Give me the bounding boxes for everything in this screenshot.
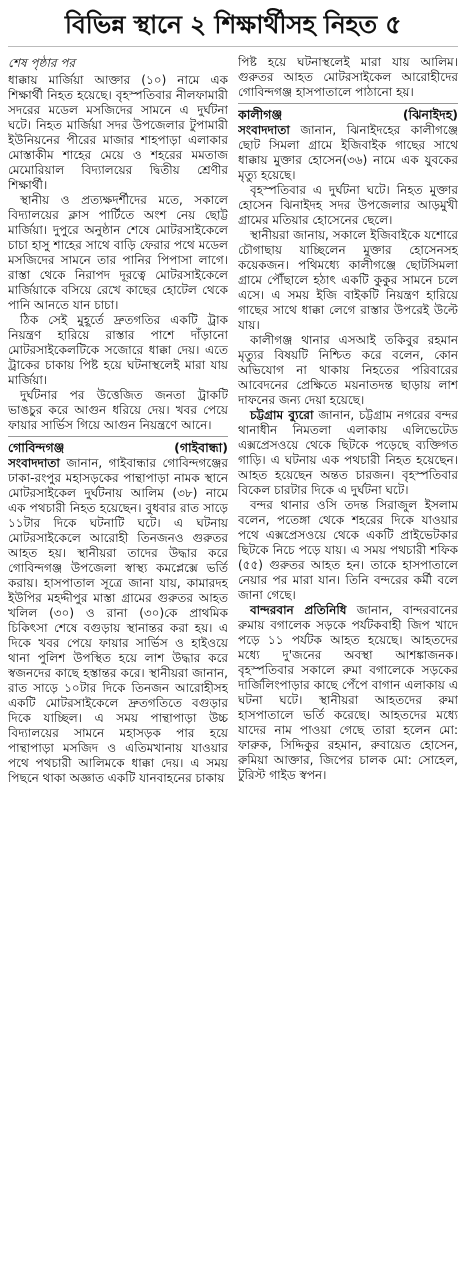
paragraph-text: জানান, চট্টগ্রাম নগরের বন্দর থানাধীন নিমতলা এলাকায় এলিভেটেড এক্সপ্রেসওয়ে থেকে ছিটকে পড়েছে ব্যক্তিগত গাড়ি। এ ঘটনায় এক পথচারী নিহত হয়েছেন। আহত হয়েছেন অন্তত চারজন। বৃহস্পতিবার বিকেল চারটার দিকে এ দুর্ঘটনা ঘটে। (238, 408, 458, 497)
paragraph (238, 123, 458, 183)
paragraph: দুর্ঘটনার পর উত্তেজিত জনতা ট্রাকটি ভাঙচুর করে আগুন ধরিয়ে দেয়। খবর পেয়ে ফায়ার সার্ভিস গিয়ে আগুন নিয়ন্ত্রণে আনে। (8, 388, 228, 432)
paragraph-text: জানান, বান্দরবানের রুমায় বগালেক সড়কে পর্যটকবাহী জিপ খাদে পড়ে ১১ পর্যটক আহত হয়েছে। আহতদের মধ্যে দু'জনের অবস্থা আশঙ্কাজনক। বৃহস্পতিবার সকালে রুমা বগালেকে সড়কের দার্জিলিংপাড়ার কাছে পেঁপে বাগান এলাকায় এ ঘটনা ঘটে। স্থানীয়রা আহতদের রুমা হাসপাতালে ভর্তি করেছে। আহতদের মধ্যে যাদের নাম পাওয়া গেছে তারা হলেন মো: ফারুক, সিদ্দিকুর রহমান, রুবায়েত হোসেন, রুমিয়া আক্তার, জিপের চালক মো: সোহেল, টুরিস্ট গাইড স্বপন। (238, 603, 458, 782)
paragraph: বন্দর থানার ওসি তদন্ত সিরাজুল ইসলাম বলেন, পতেঙ্গা থেকে শহরের দিকে যাওয়ার পথে এক্সপ্রেসওয়ে থেকে একটি প্রাইভেটকার ছিটকে নিচে পড়ে যায়। এ সময় পথচারী শফিক (৫৫) গুরুতর আহত হন। তাকে হাসপাতালে নেয়ার পর মারা যান। তিনি বন্দরের কর্মী বলে জানা গেছে। (238, 498, 458, 602)
paragraph (8, 456, 228, 786)
paragraph: স্থানীয় ও প্রত্যক্ষদর্শীদের মতে, সকালে বিদ্যালয়ের ক্লাস পার্টিতে অংশ নেয় ছোট্ট মার্জিয়া। দুপুরে অনুষ্ঠান শেষে মোটরসাইকেলে চাচা হাসু শাহের সাথে বাড়ি ফেরার পথে মডেল মসজিদের সামনে তার পানির পিপাসা লাগে। রাস্তা থেকে নিরাপদ দূরত্বে মোটরসাইকেলে মার্জিয়াকে বসিয়ে রেখে কাছের হোটেল থেকে পানি আনতে যান চাচা। (8, 193, 228, 312)
byline: চট্টগ্রাম ব্যুরো (250, 408, 314, 422)
paragraph: কালীগঞ্জ থানার এসআই তকিবুর রহমান মৃত্যুর বিষয়টি নিশ্চিত করে বলেন, কোন অভিযোগ না থাকায় নিহতের পরিবারের আবেদনের প্রেক্ষিতে ময়নাতদন্ত ছাড়ায় লাশ দাফনের জন্য দেয়া হয়েছে। (238, 333, 458, 407)
subheading-place: গোবিন্দগঞ্জ (8, 440, 65, 455)
paragraph: বৃহস্পতিবার এ দুর্ঘটনা ঘটে। নিহত মুক্তার হোসেন ঝিনাইদহ সদর উপজেলার আড়মুখী গ্রামের মতিয়ার হোসেনের ছেলে। (238, 183, 458, 227)
subheading-district: (গাইবান্ধা) (174, 440, 228, 455)
continued-note: শেষ পৃষ্ঠার পর (8, 56, 76, 70)
paragraph: পিষ্ট হয়ে ঘটনাস্থলেই মারা যায় আলিম। গুরুতর আহত মোটরসাইকেল আরোহীদের গোবিন্দগঞ্জ হাসপাতালে পাঠানো হয়। (238, 55, 458, 99)
subheading-place: কালীগঞ্জ (238, 107, 283, 122)
byline: বান্দরবান প্রতিনিধি (250, 603, 347, 617)
subheading-gobindaganj (8, 436, 228, 456)
subheading-kaliganj (238, 103, 458, 123)
paragraph (238, 603, 458, 783)
paragraph (238, 408, 458, 498)
paragraph: ঠিক সেই মুহূর্তে দ্রুতগতির একটি ট্রাক নিয়ন্ত্রণ হারিয়ে রাস্তার পাশে দাঁড়ানো মোটরসাইকেলটিকে সজোরে ধাক্কা দেয়। এতে ট্রাকের চাকায় পিষ্ট হয়ে ঘটনাস্থলেই মারা যায় মার্জিয়া। (8, 313, 228, 387)
byline: সংবাদদাতা (8, 456, 60, 470)
paragraph: ধাক্কায় মার্জিয়া আক্তার (১০) নামে এক শিক্ষার্থী নিহত হয়েছে। বৃহস্পতিবার নীলফামারী সদরের মডেল মসজিদের সামনে এ দুর্ঘটনা ঘটে। নিহত মার্জিয়া সদর উপজেলার টুপামারী ইউনিয়নের পীরের মাজার শাহপাড়া এলাকার মোস্তাকীম শাহের মেয়ে ও শহরের মমতাজ মেমোরিয়াল বিদ্যালয়ের দ্বিতীয় শ্রেণীর শিক্ষার্থী। (8, 73, 228, 192)
subheading-district: (ঝিনাইদহ) (402, 107, 458, 122)
right-column (238, 55, 458, 1263)
byline: সংবাদদাতা (238, 123, 290, 137)
left-column (8, 55, 228, 1263)
paragraph-text: জানান, ঝিনাইদহের কালীগঞ্জে ছোট সিমলা গ্রামে ইজিবাইক গাছের সাথে ধাক্কায় মুক্তার হোসেন(৩৬) নামে এক যুবকের মৃত্যু হয়েছে। (238, 123, 458, 182)
paragraph-text: জানান, গাইবান্ধার গোবিন্দগঞ্জের ঢাকা-রংপুর মহাসড়কের পান্থাপাড়া নামক স্থানে মোটরসাইকেল দুর্ঘটনায় আলিম (৩৮) নামে এক পথচারী নিহত হয়েছেন। বুধবার রাত সাড়ে ১১টার দিকে ঘটনাটি ঘটে। এ ঘটনায় মোটরসাইকেলে আরোহী তিনজনও গুরুতর আহত হয়। স্থানীয়রা তাদের উদ্ধার করে গোবিন্দগঞ্জ উপজেলা স্বাস্থ্য কমপ্লেক্সে ভর্তি করায়। হাসপাতাল সূত্রে জানা যায়, কামারদহ ইউপির মহদ্দীপুর মাস্তা গ্রামের গুরুতর আহত খলিল (৩০) ও রানা (৩০)কে প্রাথমিক চিকিৎসা শেষে বগুড়ায় স্থানান্তর করা হয়। এ দিকে খবর পেয়ে ফায়ার সার্ভিস ও হাইওয়ে থানা পুলিশ উপস্থিত হয়ে লাশ উদ্ধার করে স্বজনদের কাছে হস্তান্তর করে। স্থানীয়রা জানান, রাত সাড়ে ১০টার দিকে তিনজন আরোহীসহ একটি মোটরসাইকেলে দ্রুতগতিতে বগুড়ার দিকে যাচ্ছিল। এ সময় পান্থাপাড়া উচ্চ বিদ্যালয়ের সামনে মহাসড়ক পার হয়ে পান্থাপাড়া মসজিদ ও এতিমখানায় যাওয়ার পথে পথচারী আলিমকে ধাক্কা দেয়। এ সময় পিছনে থাকা অজ্ঞাত একটি যানবাহনের চাকায় (8, 456, 228, 785)
article-columns (8, 55, 458, 1263)
headline: বিভিন্ন স্থানে ২ শিক্ষার্থীসহ নিহত ৫ (8, 6, 458, 47)
paragraph: স্থানীয়রা জানায়, সকালে ইজিবাইকে যশোরে চৌগাছায় যাচ্ছিলেন মুক্তার হোসেনসহ কয়েকজন। পথিমধ্যে কালীগঞ্জে ছোটসিমলা গ্রামে পৌঁছালে হঠাৎ একটি কুকুর সামনে চলে এসে। এ সময় ইজি বাইকটি নিয়ন্ত্রণ হারিয়ে গাছের সাথে ধাক্কা লেগে রাস্তার উপরেই উল্টে যায়। (238, 228, 458, 332)
